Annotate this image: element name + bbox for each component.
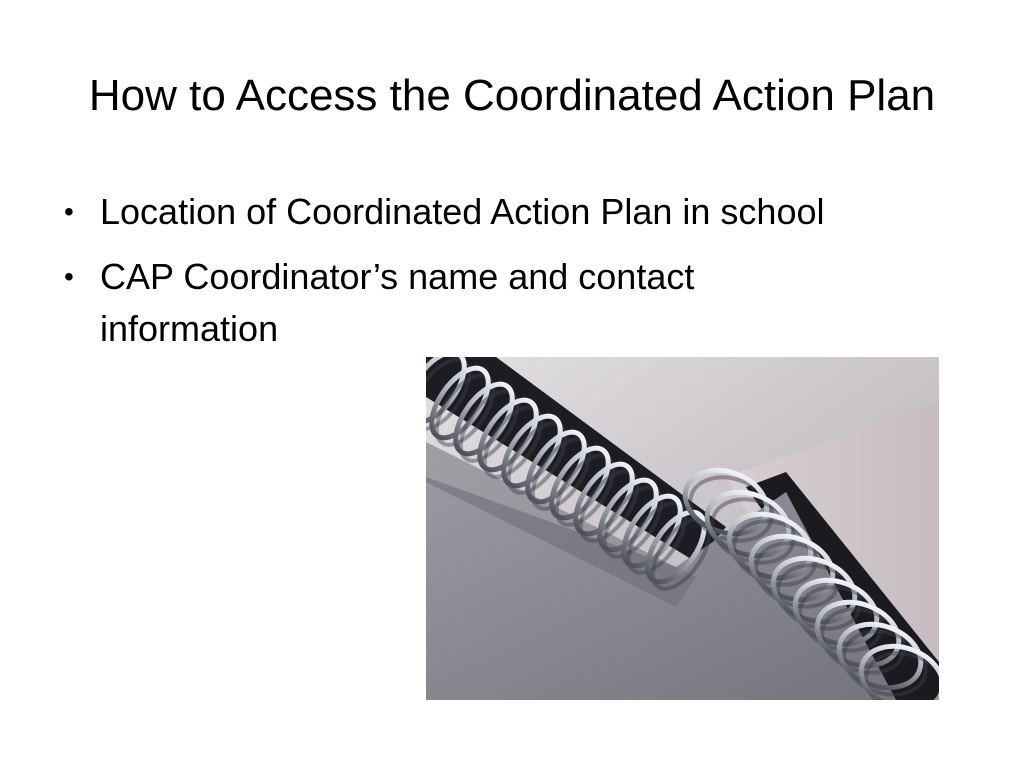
bullet-dot-icon: •	[64, 196, 74, 227]
spiral-notebook-photo	[426, 357, 939, 700]
bullet-text: Location of Coordinated Action Plan in school	[100, 191, 825, 232]
list-item	[60, 251, 960, 355]
spiral-notebook-image	[426, 357, 939, 700]
bullet-list	[60, 186, 960, 368]
bullet-text: CAP Coordinator’s name and contact information	[100, 256, 695, 349]
list-item	[60, 186, 960, 238]
slide-title: How to Access the Coordinated Action Plan	[88, 71, 936, 120]
bullet-dot-icon: •	[64, 261, 74, 292]
